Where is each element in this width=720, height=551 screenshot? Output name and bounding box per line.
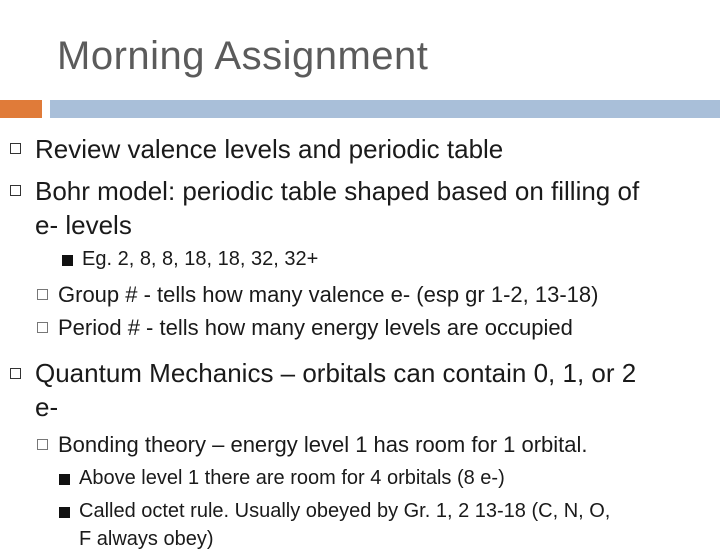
filled-square-bullet-icon (59, 507, 70, 518)
bullet-review: Review valence levels and periodic table (35, 134, 504, 164)
hollow-square-bullet-icon (10, 185, 21, 196)
slide-title: Morning Assignment (57, 34, 429, 78)
hollow-square-bullet-icon (10, 143, 21, 154)
accent-bar-orange (0, 100, 42, 118)
sub-bullet-period: Period # - tells how many energy levels are occupied (58, 315, 573, 340)
sub-sub-bullet-octet-cont: F always obey) (79, 528, 214, 550)
sub-bullet-bonding: Bonding theory – energy level 1 has room for 1 orbital. (58, 432, 588, 457)
bullet-quantum: Quantum Mechanics – orbitals can contain 0, 1, or 2 (35, 358, 637, 388)
filled-square-bullet-icon (59, 474, 70, 485)
hollow-square-bullet-icon (37, 439, 48, 450)
bullet-quantum-cont: e- (35, 392, 59, 422)
bullet-bohr-model-cont: e- levels (35, 210, 132, 240)
hollow-square-bullet-icon (37, 322, 48, 333)
hollow-square-bullet-icon (10, 368, 21, 379)
sub-sub-bullet-above-level: Above level 1 there are room for 4 orbitals (8 e-) (79, 467, 505, 489)
bullet-bohr-model: Bohr model: periodic table shaped based on filling of (35, 176, 640, 206)
sub-sub-bullet-octet: Called octet rule. Usually obeyed by Gr. 1, 2 13-18 (C, N, O, (79, 500, 611, 522)
filled-square-bullet-icon (62, 255, 73, 266)
hollow-square-bullet-icon (37, 289, 48, 300)
sub-bullet-group: Group # - tells how many valence e- (esp gr 1-2, 13-18) (58, 282, 599, 307)
accent-bar-blue (50, 100, 720, 118)
sub-bullet-eg: Eg. 2, 8, 8, 18, 18, 32, 32+ (82, 248, 319, 270)
